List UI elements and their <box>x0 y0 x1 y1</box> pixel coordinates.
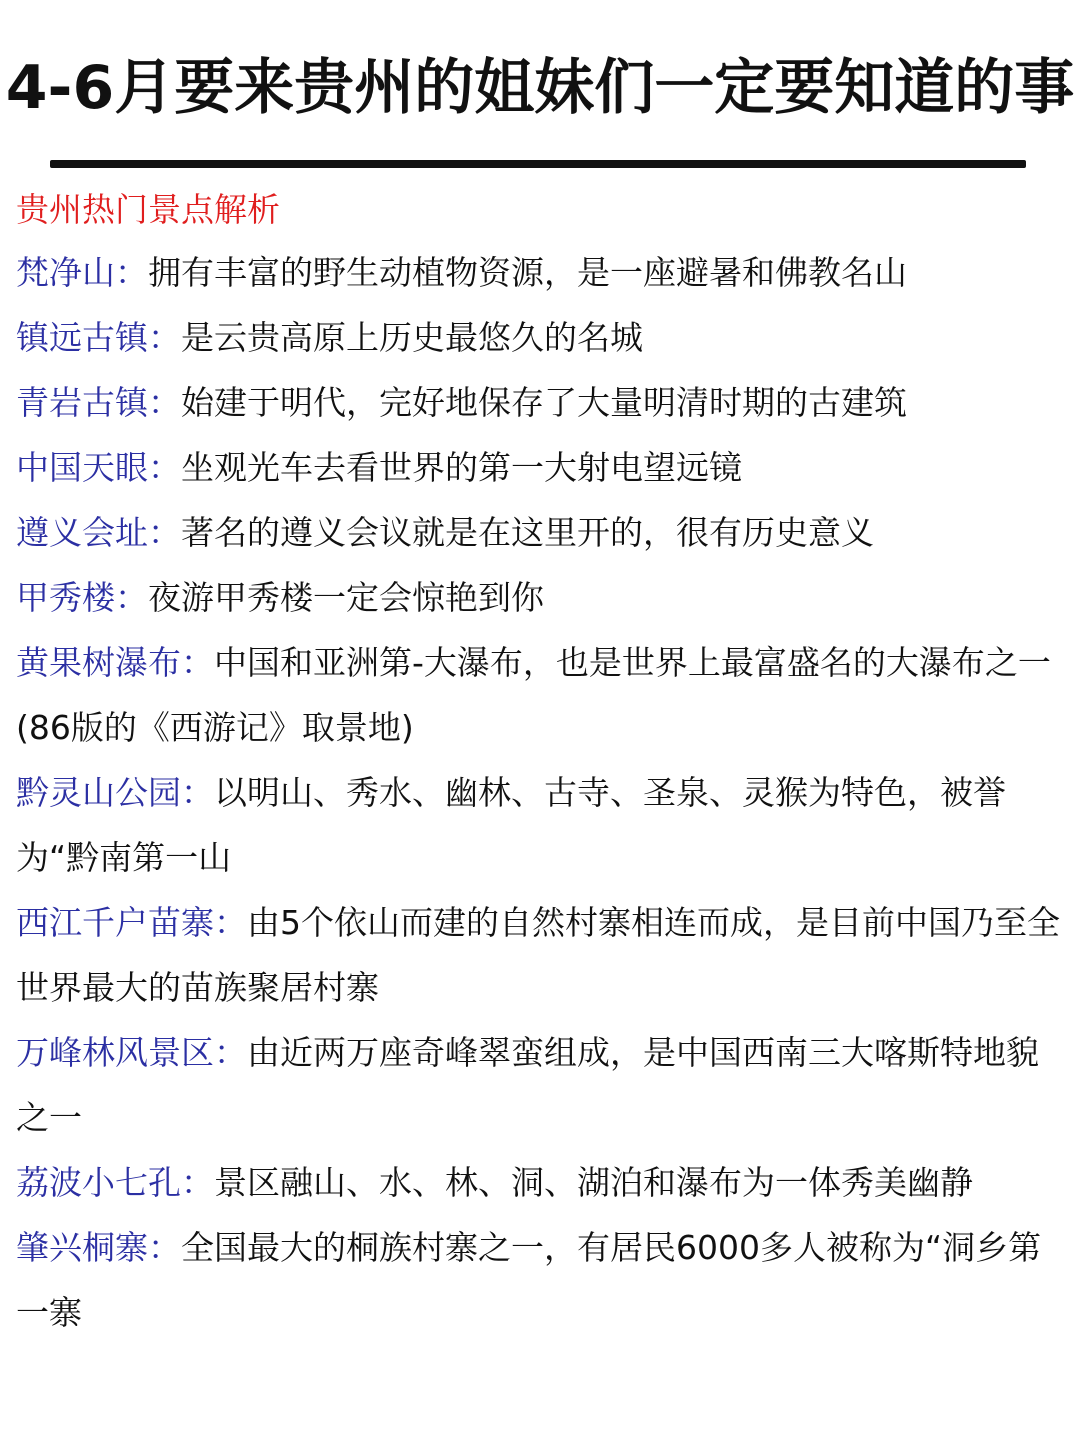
attraction-description: 夜游甲秀楼一定会惊艳到你 <box>148 578 544 617</box>
attraction-description: 著名的遵义会议就是在这里开的，很有历史意义 <box>181 513 874 552</box>
attraction-name: 黔灵山公园： <box>16 773 214 812</box>
attraction-item-libo <box>16 1150 1066 1215</box>
attraction-description: 始建于明代，完好地保存了大量明清时期的古建筑 <box>181 383 907 422</box>
attraction-description: 拥有丰富的野生动植物资源，是一座避暑和佛教名山 <box>148 253 907 292</box>
attraction-item-zhenyuan <box>16 305 1066 370</box>
attraction-name: 中国天眼： <box>16 448 181 487</box>
attraction-name: 遵义会址： <box>16 513 181 552</box>
attraction-name: 青岩古镇： <box>16 383 181 422</box>
attraction-item-xijiang <box>16 890 1066 1020</box>
attraction-description: 是云贵高原上历史最悠久的名城 <box>181 318 643 357</box>
attraction-description: 坐观光车去看世界的第一大射电望远镜 <box>181 448 742 487</box>
section-heading: 贵州热门景点解析 <box>16 190 280 229</box>
attraction-item-qianlingshan <box>16 760 1066 890</box>
attraction-name: 梵净山： <box>16 253 148 292</box>
attraction-item-qingyan <box>16 370 1066 435</box>
attraction-name: 肇兴桐寨： <box>16 1228 181 1267</box>
attraction-item-jiaxiulou <box>16 565 1066 630</box>
page-title: 4-6月要来贵州的姐妹们一定要知道的事 <box>5 53 1075 123</box>
attraction-item-zhaoxing <box>16 1215 1066 1345</box>
attraction-description: 中国和亚洲第-大瀑布，也是世界上最富盛名的大瀑布之一(86版的《西游记》取景地) <box>16 643 1051 747</box>
attraction-description: 全国最大的桐族村寨之一，有居民6000多人被称为“洞乡第一寨 <box>16 1228 1042 1332</box>
attraction-item-tianyan <box>16 435 1066 500</box>
attraction-item-zunyi <box>16 500 1066 565</box>
attraction-item-wanfenglin <box>16 1020 1066 1150</box>
content-body <box>16 180 1066 1345</box>
attraction-name: 西江千户苗寨： <box>16 903 247 942</box>
attraction-name: 镇远古镇： <box>16 318 181 357</box>
attraction-name: 万峰林风景区： <box>16 1033 247 1072</box>
attraction-item-huangguoshu <box>16 630 1066 760</box>
attraction-item-fanjingshan <box>16 240 1066 305</box>
attraction-name: 荔波小七孔： <box>16 1163 214 1202</box>
title-divider <box>50 160 1026 168</box>
attraction-description: 由5个依山而建的自然村寨相连而成，是目前中国乃至全世界最大的苗族聚居村寨 <box>16 903 1060 1007</box>
attraction-description: 以明山、秀水、幽林、古寺、圣泉、灵猴为特色，被誉为“黔南第一山 <box>16 773 1006 877</box>
attraction-name: 甲秀楼： <box>16 578 148 617</box>
attraction-description: 景区融山、水、林、洞、湖泊和瀑布为一体秀美幽静 <box>214 1163 973 1202</box>
attraction-description: 由近两万座奇峰翠蛮组成，是中国西南三大喀斯特地貌之一 <box>16 1033 1039 1137</box>
attraction-name: 黄果树瀑布： <box>16 643 214 682</box>
